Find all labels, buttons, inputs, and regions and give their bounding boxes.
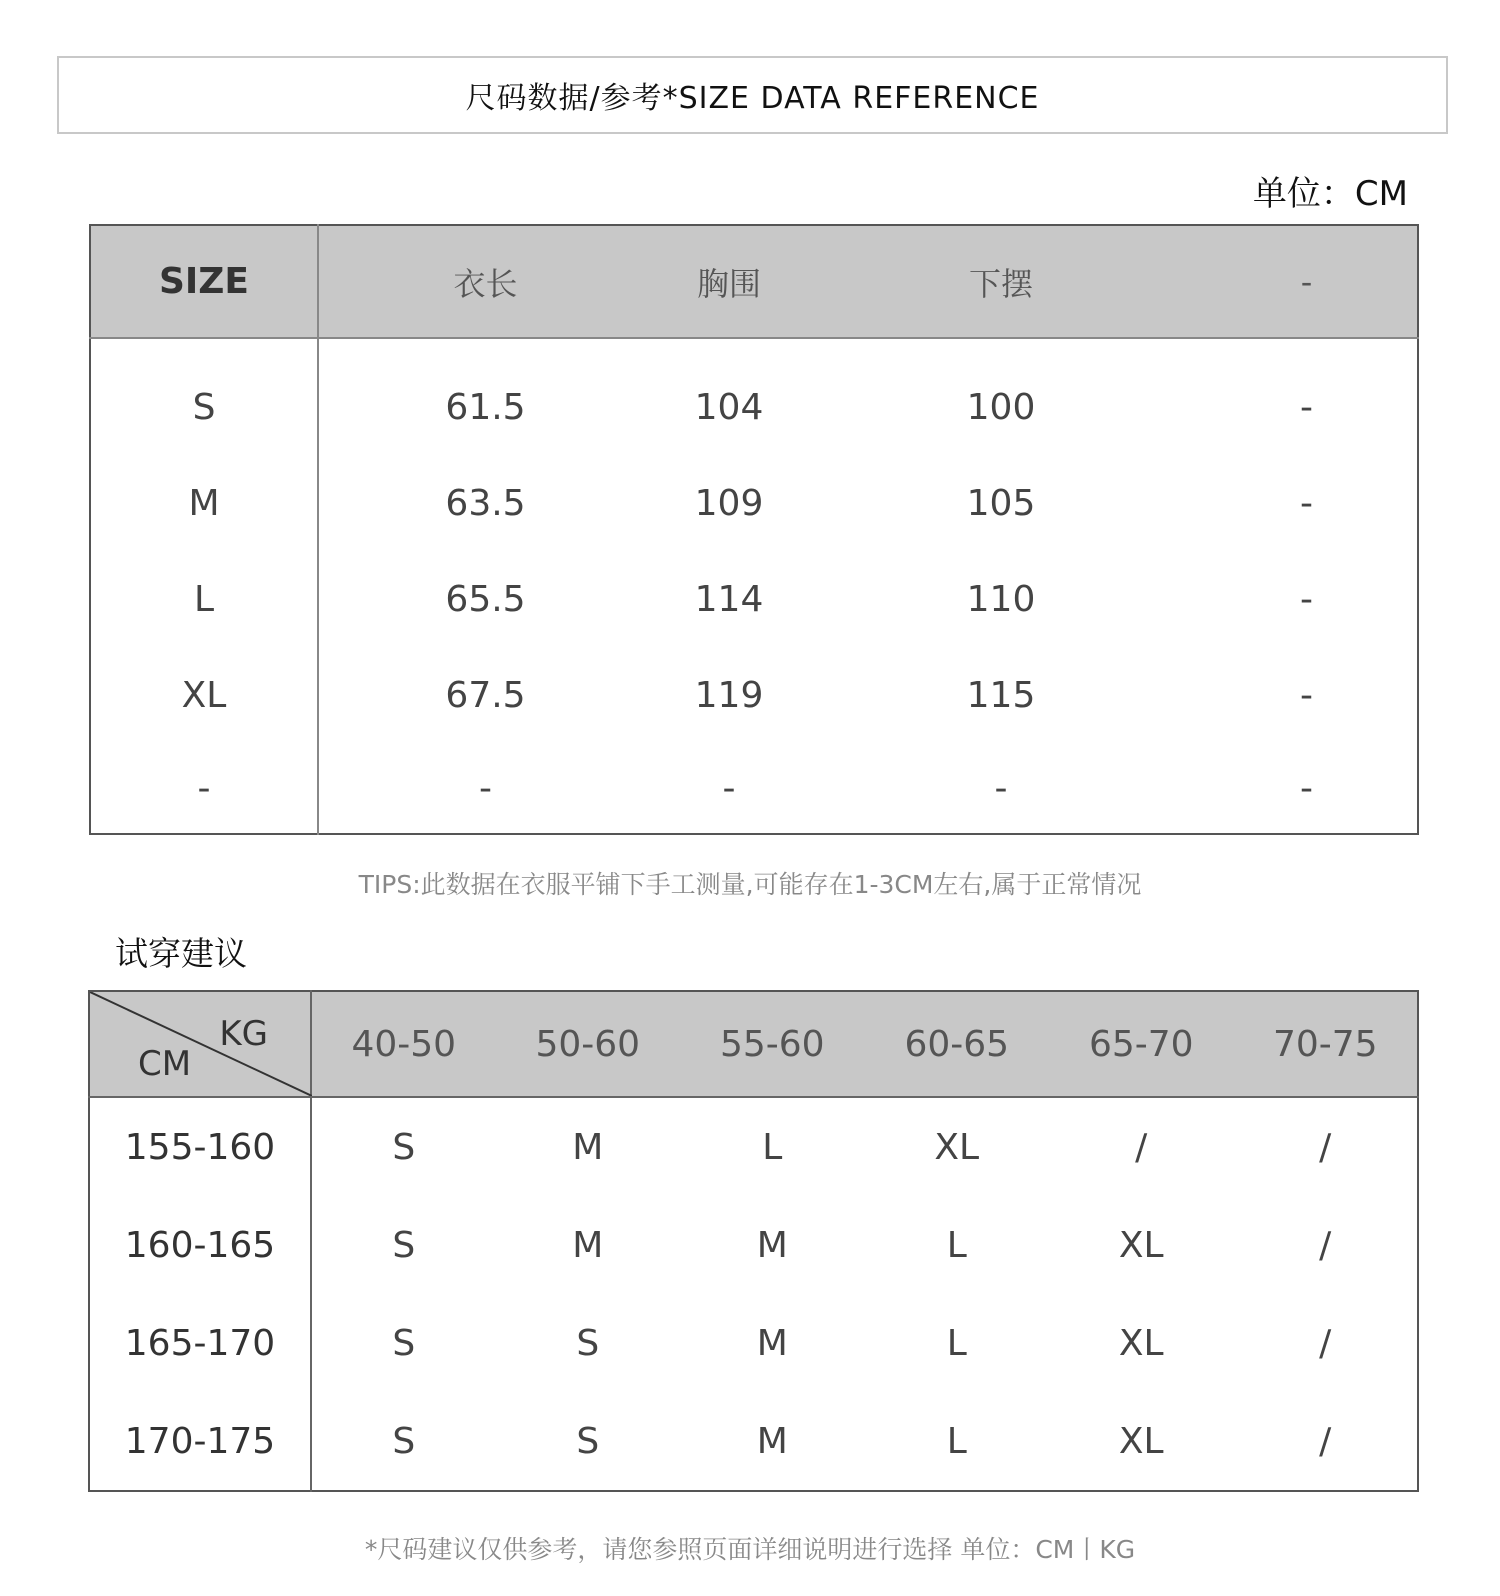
size-table-header: - [1196,225,1418,338]
measure-cell: 104 [694,386,764,428]
measure-cell: 114 [694,578,764,620]
table-row [90,647,1418,743]
fit-size-cell: M [572,1224,604,1266]
fit-size-cell: S [392,1322,416,1364]
corner-kg-label: KG [219,1014,268,1054]
corner-cm-label: CM [138,1044,192,1084]
fit-size-cell: S [392,1126,416,1168]
size-cell: XL [90,647,318,743]
size-table-header: 下摆 [806,225,1196,338]
measure-cell: - [994,767,1008,809]
table-row [90,455,1418,551]
fit-size-cell: S [392,1224,416,1266]
measure-cell: 100 [966,386,1036,428]
fit-size-cell: S [576,1322,600,1364]
measure-cell: 109 [694,482,764,524]
size-table-header: SIZE [90,225,318,338]
fit-size-cell: / [1135,1126,1148,1168]
table-row [89,1392,1418,1491]
fit-size-cell: L [946,1224,967,1266]
measure-cell: 110 [966,578,1036,620]
tips-note: TIPS:此数据在衣服平铺下手工测量,可能存在1-3CM左右,属于正常情况 [358,870,1142,899]
page-title: 尺码数据/参考*SIZE DATA REFERENCE [57,56,1448,134]
fit-size-cell: / [1319,1126,1332,1168]
corner-header-cell [89,991,311,1097]
table-row [89,1294,1418,1392]
weight-header: 50-60 [496,991,681,1097]
fit-size-cell: / [1319,1224,1332,1266]
height-cell: 155-160 [89,1097,311,1196]
fit-size-cell: XL [934,1126,980,1168]
unit-label: 单位：CM [1252,174,1408,214]
fit-size-cell: XL [1118,1224,1164,1266]
fit-size-cell: S [576,1420,600,1462]
fit-size-cell: / [1319,1420,1332,1462]
fit-size-cell: M [572,1126,604,1168]
size-table-header: 胸围 [652,225,806,338]
height-cell: 170-175 [89,1392,311,1491]
footnote: *尺码建议仅供参考，请您参照页面详细说明进行选择 单位：CM丨KG [364,1535,1136,1564]
size-data-table [89,224,1419,835]
measure-cell: 105 [966,482,1036,524]
measure-cell: 61.5 [445,386,526,428]
measure-cell: - [722,767,736,809]
size-cell: M [90,455,318,551]
diagonal-divider [90,992,312,1096]
fit-table-header-row [89,991,1418,1097]
measure-cell: 67.5 [445,674,526,716]
fit-size-cell: L [946,1420,967,1462]
fit-size-cell: S [392,1420,416,1462]
weight-header: 40-50 [311,991,496,1097]
measure-cell: - [1300,674,1313,716]
size-cell: S [90,338,318,455]
size-table-header: 衣长 [318,225,652,338]
fit-section-title: 试穿建议 [115,934,247,973]
height-cell: 165-170 [89,1294,311,1392]
fit-size-cell: XL [1118,1420,1164,1462]
table-row [90,338,1418,455]
measure-cell: - [479,767,492,809]
measure-cell: - [1300,386,1313,428]
fit-size-cell: M [756,1420,788,1462]
fit-size-cell: XL [1118,1322,1164,1364]
fit-size-cell: L [762,1126,783,1168]
weight-header: 65-70 [1049,991,1234,1097]
size-cell: - [90,743,318,834]
measure-cell: 63.5 [445,482,526,524]
measure-cell: - [1300,482,1313,524]
height-cell: 160-165 [89,1196,311,1294]
fit-size-cell: M [756,1224,788,1266]
weight-header: 55-60 [680,991,865,1097]
weight-header: 60-65 [865,991,1050,1097]
size-table-header-row [90,225,1418,338]
table-row [90,743,1418,834]
measure-cell: - [1300,767,1313,809]
fit-size-cell: L [946,1322,967,1364]
fit-size-cell: / [1319,1322,1332,1364]
table-row [90,551,1418,647]
weight-header: 70-75 [1234,991,1419,1097]
fit-size-cell: M [756,1322,788,1364]
table-row [89,1097,1418,1196]
measure-cell: 115 [966,674,1036,716]
table-row [89,1196,1418,1294]
measure-cell: 65.5 [445,578,526,620]
fit-suggestion-table [88,990,1419,1492]
measure-cell: 119 [694,674,764,716]
measure-cell: - [1300,578,1313,620]
size-cell: L [90,551,318,647]
